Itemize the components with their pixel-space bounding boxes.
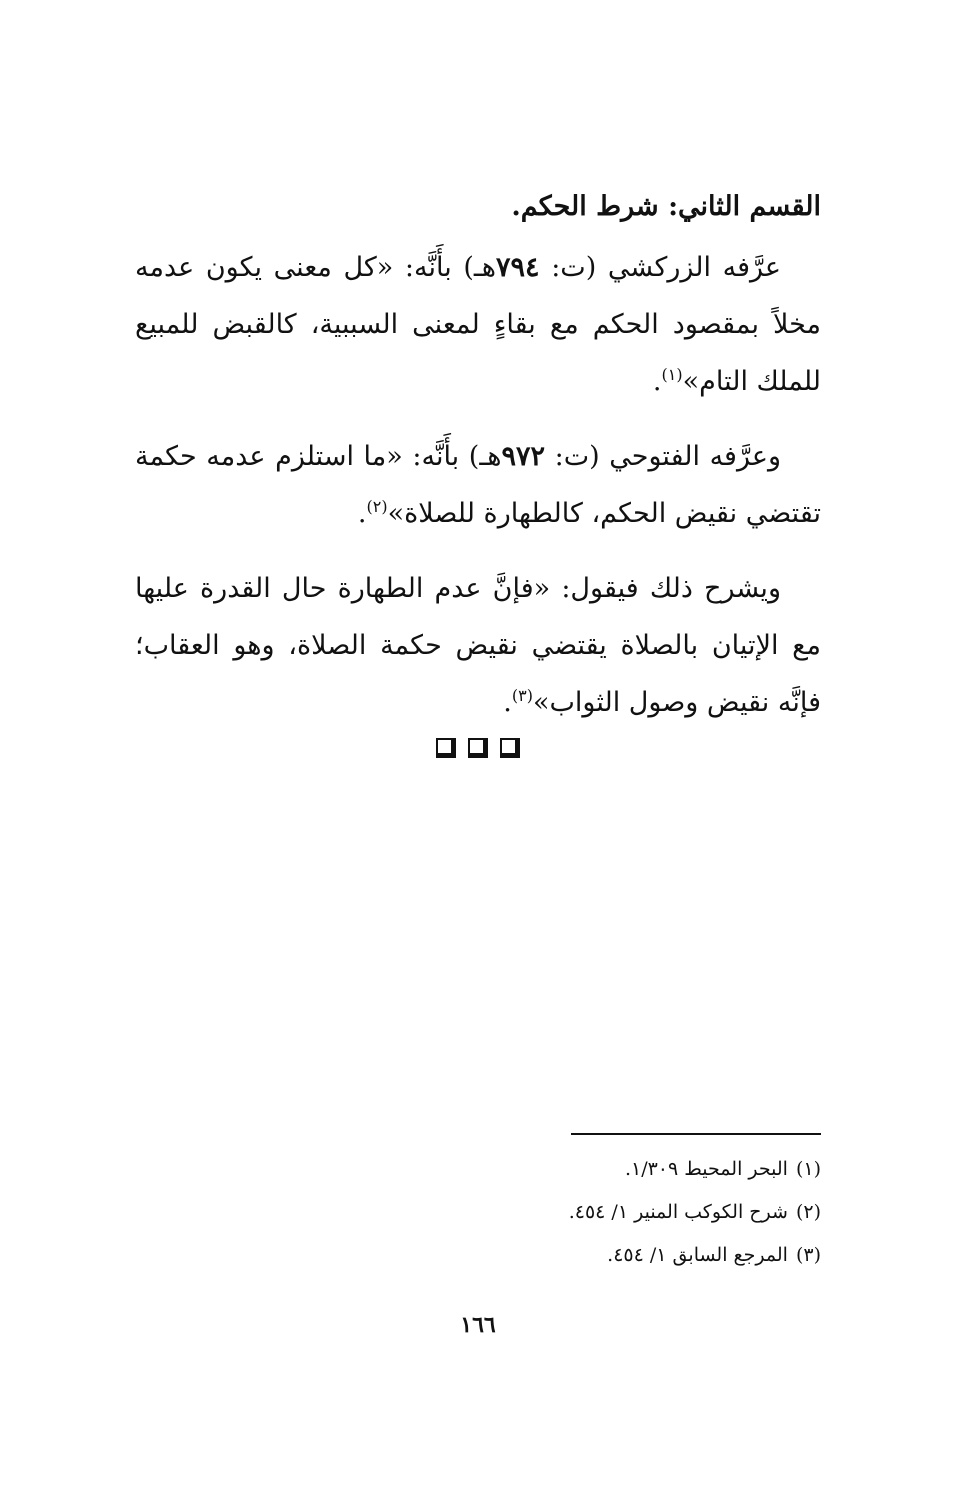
footnote bbox=[135, 1148, 821, 1191]
footnote-ref: (٢) bbox=[366, 497, 388, 516]
death-year: ٧٩٤ bbox=[496, 252, 540, 283]
paragraph-text: ويشرح ذلك فيقول: «فإنَّ عدم الطهارة حال القدرة عليها مع الإتيان بالصلاة يقتضي نقيض حكمة الصلاة، وهو العقاب؛ فإنَّه نقيض وصول الثواب» bbox=[135, 573, 821, 718]
section-separator bbox=[0, 738, 956, 762]
paragraph-end: . bbox=[357, 498, 367, 529]
paragraph-text: هـ) بأَنَّه: «ما استلزم عدمه حكمة تقتضي نقيض الحكم، كالطهارة للصلاة» bbox=[135, 441, 821, 529]
footnote-number: (٢) bbox=[795, 1201, 821, 1223]
paragraph-explanation bbox=[135, 560, 821, 731]
death-year: ٩٧٢ bbox=[501, 441, 546, 472]
paragraph-futuhi bbox=[135, 428, 821, 542]
footnote-ref: (٣) bbox=[511, 686, 533, 705]
paragraph-zarkashi bbox=[135, 239, 821, 410]
footnote bbox=[135, 1234, 821, 1277]
paragraph-text: وعرَّفه الفتوحي (ت: bbox=[545, 441, 781, 472]
main-text bbox=[135, 178, 821, 749]
footnote bbox=[135, 1191, 821, 1234]
footnote-divider bbox=[571, 1133, 821, 1135]
footnote-text: شرح الكوكب المنير ١/ ٤٥٤. bbox=[568, 1201, 788, 1223]
square-ornament-icon bbox=[436, 738, 456, 758]
square-ornament-icon bbox=[468, 738, 488, 758]
page-number: ١٦٦ bbox=[460, 1312, 496, 1338]
paragraph-text: هـ) بأَنَّه: «كل معنى يكون عدمه مخلاً بمقصود الحكم مع بقاءٍ لمعنى السببية، كالقبض للمبيع للملك التام» bbox=[135, 252, 821, 397]
paragraph-end: . bbox=[503, 687, 512, 718]
square-ornament-icon bbox=[500, 738, 520, 758]
footnote-number: (٣) bbox=[795, 1244, 821, 1266]
footnote-number: (١) bbox=[795, 1158, 821, 1180]
footnote-text: البحر المحيط ١/٣٠٩. bbox=[624, 1158, 788, 1180]
footnote-text: المرجع السابق ١/ ٤٥٤. bbox=[607, 1244, 788, 1266]
section-heading: القسم الثاني: شرط الحكم. bbox=[511, 191, 821, 222]
footnotes bbox=[135, 1148, 821, 1277]
paragraph-end: . bbox=[652, 366, 662, 397]
footnote-ref: (١) bbox=[661, 365, 683, 384]
paragraph-text: عرَّفه الزركشي (ت: bbox=[539, 252, 781, 283]
